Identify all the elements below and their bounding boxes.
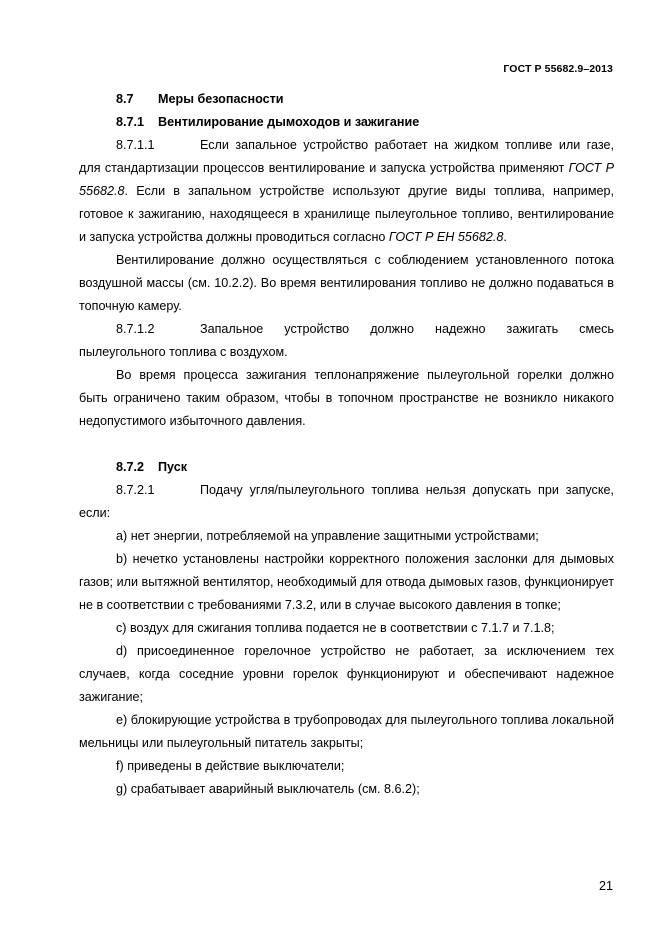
list-item-c: c) воздух для сжигания топлива подается не в соответствии с 7.1.7 и 7.1.8; xyxy=(116,621,555,635)
spacer xyxy=(79,433,614,456)
list-item-a: a) нет энергии, потребляемой на управление защитными устройствами; xyxy=(116,529,539,543)
paragraph-8-7-1-2 xyxy=(79,318,614,364)
page-number: 21 xyxy=(598,879,613,893)
paragraph-text: . xyxy=(503,230,507,244)
list-item-g: g) срабатывает аварийный выключатель (см. 8.6.2); xyxy=(116,782,420,796)
clause-number: 8.7.1.1 xyxy=(116,138,155,152)
document-code: ГОСТ Р 55682.9–2013 xyxy=(503,63,613,75)
paragraph-8-7-1-1 xyxy=(79,134,614,249)
standard-reference: ГОСТ Р 55682.8 xyxy=(79,161,614,198)
section-heading-8-7-2 xyxy=(79,456,614,479)
clause-number: 8.7.2.1 xyxy=(116,483,155,497)
paragraph-text: Если запальное устройство работает на жидком топливе или газе, для стандартизации процессов вентилирование и запуска устройства применяют xyxy=(79,138,614,175)
paragraph-text: . Если в запальном устройстве используют другие виды топлива, например, готовое к зажиганию, находящееся в хранилище пылеугольное топливо, вентилирование и запуска устройства должны проводиться согласно xyxy=(79,184,614,244)
paragraph-text: Подачу угля/пылеугольного топлива нельзя допускать при запуске, если: xyxy=(79,483,614,520)
standard-reference: ГОСТ Р ЕН 55682.8 xyxy=(388,230,504,244)
section-number: 8.7 xyxy=(116,92,134,106)
paragraph-ignition: Во время процесса зажигания теплонапряжение пылеугольной горелки должно быть ограничено таким образом, чтобы в топочном пространстве не возникло никакого недопустимого избыточного давления. xyxy=(79,368,614,428)
section-heading-8-7 xyxy=(79,88,614,111)
document-body xyxy=(79,88,614,801)
list-item-b: b) нечетко установлены настройки корректного положения заслонки для дымовых газов; или вытяжной вентилятор, необходимый для отвода дымовых газов, функционирует не в соответствии с требованиями 7.3.2, или в случае высокого давления в топке; xyxy=(79,552,614,612)
section-title: Меры безопасности xyxy=(158,92,284,106)
list-item-e: e) блокирующие устройства в трубопроводах для пылеугольного топлива локальной мельницы или пылеугольный питатель закрыты; xyxy=(79,713,614,750)
list-item-d: d) присоединенное горелочное устройство не работает, за исключением тех случаев, когда соседние уровни горелок функционируют и обеспечивают надежное зажигание; xyxy=(79,644,614,704)
paragraph-8-7-2-1 xyxy=(79,479,614,525)
list-item-f: f) приведены в действие выключатели; xyxy=(116,759,345,773)
section-heading-8-7-1 xyxy=(79,111,614,134)
section-title: Вентилирование дымоходов и зажигание xyxy=(158,115,420,129)
section-number: 8.7.1 xyxy=(116,115,145,129)
paragraph-ventilation: Вентилирование должно осуществляться с соблюдением установленного потока воздушной массы (см. 10.2.2). Во время вентилирования топливо не должно подаваться в топочную камеру. xyxy=(79,253,614,313)
section-number: 8.7.2 xyxy=(116,460,145,474)
clause-number: 8.7.1.2 xyxy=(116,322,155,336)
section-title: Пуск xyxy=(158,460,188,474)
paragraph-text: Запальное устройство должно надежно зажигать смесь пылеугольного топлива с воздухом. xyxy=(79,322,614,359)
